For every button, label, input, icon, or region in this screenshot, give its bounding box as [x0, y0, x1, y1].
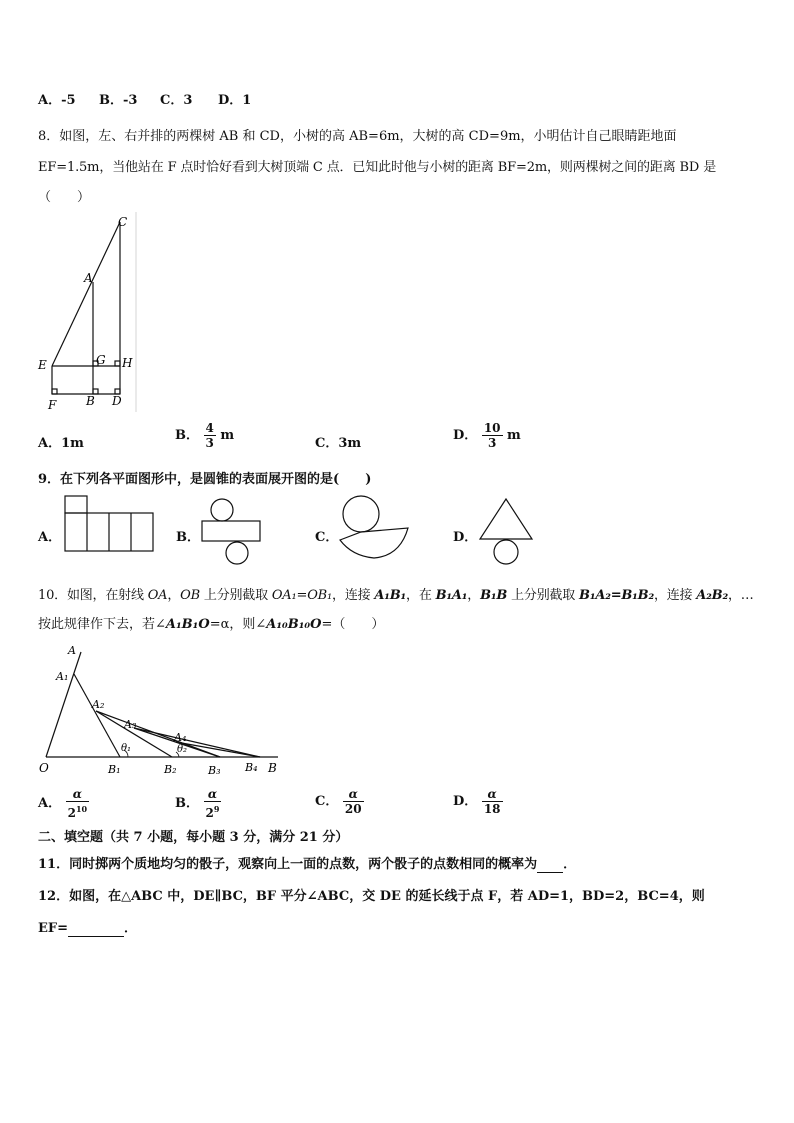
- q10-l1-p5: 上分别截取: [199, 588, 272, 603]
- q9-option-d-triangle-net: [476, 497, 536, 567]
- q10-stem-line2: [38, 613, 384, 632]
- q10-l1-p17: ，…: [727, 588, 754, 603]
- q8-option-b-den: 3: [205, 436, 214, 450]
- q8-option-a: A．1m: [38, 436, 84, 451]
- q9-option-c-cone-net: [338, 494, 414, 560]
- q7-option-a: A．-5: [38, 93, 76, 108]
- q10-option-a-fraction: [66, 787, 90, 820]
- q10-l1-p6: OA₁=OB₁: [271, 588, 333, 603]
- q10-option-b-den-base: 2: [205, 806, 214, 820]
- label-b4: B₄: [245, 761, 258, 774]
- q8-option-d-fraction: [482, 421, 503, 450]
- q12-stem-line2: [38, 917, 137, 937]
- q10-option-d-num: α: [482, 787, 503, 802]
- q8-option-d-prefix: D．: [453, 428, 478, 443]
- q9-option-c-label: C．: [315, 530, 339, 545]
- q10-angle-figure: [36, 640, 286, 780]
- label-a2: A₂: [92, 698, 105, 711]
- q8-stem-line3: （ ）: [38, 190, 91, 205]
- segment-a1b1: [74, 674, 120, 757]
- q8-option-b-fraction: [204, 421, 216, 450]
- q10-option-b-prefix: B．: [175, 796, 199, 811]
- q10-l1-p2: OA: [147, 588, 168, 603]
- q10-option-b-num: α: [204, 787, 222, 802]
- q8-option-b: [175, 421, 234, 450]
- sight-line: [52, 222, 120, 366]
- q9-option-b-label: B．: [176, 530, 200, 545]
- label-b3: B₃: [208, 764, 221, 777]
- label-a: A: [68, 644, 76, 657]
- q10-l1-p12: B₁B: [480, 588, 508, 603]
- label-theta2: θ₂: [177, 744, 188, 755]
- q10-option-c: [315, 787, 364, 816]
- q12-tail: ．: [124, 921, 138, 936]
- q8-stem-line1: 8．如图，左、右并排的两棵树 AB 和 CD，小树的高 AB=6m，大树的高 CD=9m，小明估计自己眼睛距地面: [38, 129, 677, 144]
- q8-stem-line2: EF=1.5m，当他站在 F 点时恰好看到大树顶端 C 点．已知此时他与小树的距离 BF=2m，则两棵树之间的距离 BD 是: [38, 160, 717, 175]
- q10-option-a: [38, 787, 89, 820]
- q9-option-a-cube-net: [62, 494, 158, 554]
- label-theta1: θ₁: [121, 743, 132, 754]
- label-d: D: [112, 394, 122, 408]
- label-a4: A₄: [174, 731, 187, 744]
- label-a3: A₃: [124, 718, 137, 731]
- label-b: B: [86, 394, 95, 408]
- q10-option-b-den-exp: 9: [213, 804, 220, 814]
- q10-l1-p10: B₁A₁: [435, 588, 468, 603]
- q10-option-c-prefix: C．: [315, 794, 339, 809]
- label-b1: B₁: [108, 763, 121, 776]
- q10-option-b: [175, 787, 221, 820]
- q8-tree-figure: [36, 212, 140, 412]
- q8-option-b-prefix: B．: [175, 428, 199, 443]
- label-a: A: [84, 271, 93, 285]
- q12-answer-blank[interactable]: [68, 921, 124, 937]
- label-a1: A₁: [56, 670, 69, 683]
- q10-l1-p8: A₁B₁: [374, 588, 407, 603]
- q9-option-d-label: D．: [453, 530, 478, 545]
- q10-l1-p4: OB: [180, 588, 200, 603]
- q10-l1-p9: ，在: [406, 588, 436, 603]
- q9-option-b-cylinder-net: [200, 497, 264, 567]
- q10-option-d-den: 18: [483, 802, 501, 816]
- q10-l2-p4: A₁₀B₁₀O: [266, 617, 322, 632]
- q9-stem: 9．在下列各平面图形中，是圆锥的表面展开图的是( ): [38, 472, 372, 487]
- q12-prefix: EF=: [38, 921, 69, 936]
- q10-l2-p1: 按此规律作下去，若∠: [38, 617, 166, 632]
- q8-option-b-num: 4: [205, 421, 214, 435]
- label-g: G: [96, 353, 106, 367]
- q8-option-d-den: 3: [487, 436, 497, 450]
- q11-tail: ．: [563, 857, 577, 872]
- label-b2: B₂: [164, 763, 177, 776]
- q7-option-d: D．1: [218, 93, 252, 108]
- q11-answer-blank[interactable]: [537, 857, 563, 873]
- q10-l1-p16: A₂B₂: [696, 588, 728, 603]
- label-e: E: [38, 358, 47, 372]
- q10-option-c-fraction: [343, 787, 364, 816]
- q8-option-d: [453, 421, 521, 450]
- q8-option-b-unit: m: [220, 428, 235, 443]
- q10-l2-p5: =（ ）: [321, 617, 385, 632]
- q10-l1-p15: ，连接: [653, 588, 697, 603]
- q8-option-d-unit: m: [507, 428, 521, 443]
- q10-l1-p7: ，连接: [332, 588, 375, 603]
- q10-l1-p11: ，: [467, 588, 481, 603]
- q10-l1-p13: 上分别截取: [507, 588, 580, 603]
- q11-text: 11．同时掷两个质地均匀的骰子，观察向上一面的点数，两个骰子的点数相同的概率为: [38, 857, 538, 872]
- q10-option-d: [453, 787, 503, 816]
- label-b: B: [268, 761, 277, 775]
- q10-stem-line1: [38, 584, 754, 603]
- q10-option-c-num: α: [343, 787, 364, 802]
- q7-option-c: C．3: [160, 93, 193, 108]
- ray-oa: [46, 652, 81, 757]
- q10-option-b-fraction: [204, 787, 222, 820]
- label-h: H: [122, 356, 133, 370]
- label-o: O: [39, 761, 49, 775]
- q10-l1-p1: 10．如图，在射线: [38, 588, 148, 603]
- q10-option-c-den: 20: [344, 802, 362, 816]
- q10-option-a-num: α: [66, 787, 90, 802]
- label-f: F: [48, 398, 57, 412]
- section-2-heading: 二、填空题（共 7 小题，每小题 3 分，满分 21 分）: [38, 830, 349, 845]
- q9-option-a-label: A．: [38, 530, 62, 545]
- q10-l1-p3: ，: [167, 588, 181, 603]
- q10-option-d-prefix: D．: [453, 794, 478, 809]
- q12-stem-line1: 12．如图，在△ABC 中，DE∥BC，BF 平分∠ABC，交 DE 的延长线于点 F，若 AD=1，BD=2，BC=4，则: [38, 889, 705, 904]
- q10-option-d-fraction: [482, 787, 503, 816]
- q8-option-d-num: 10: [483, 421, 501, 435]
- q10-option-a-den-base: 2: [67, 806, 76, 820]
- q10-l1-p14: B₁A₂=B₁B₂: [579, 588, 654, 603]
- q11-stem: [38, 853, 576, 873]
- q10-l2-p3: =α，则∠: [209, 617, 267, 632]
- label-c: C: [118, 215, 128, 229]
- q10-option-a-prefix: A．: [38, 796, 62, 811]
- q7-option-b: B．-3: [99, 93, 138, 108]
- q8-option-c: C．3m: [315, 436, 362, 451]
- q10-l2-p2: A₁B₁O: [165, 617, 210, 632]
- q10-option-a-den-exp: 10: [75, 804, 88, 814]
